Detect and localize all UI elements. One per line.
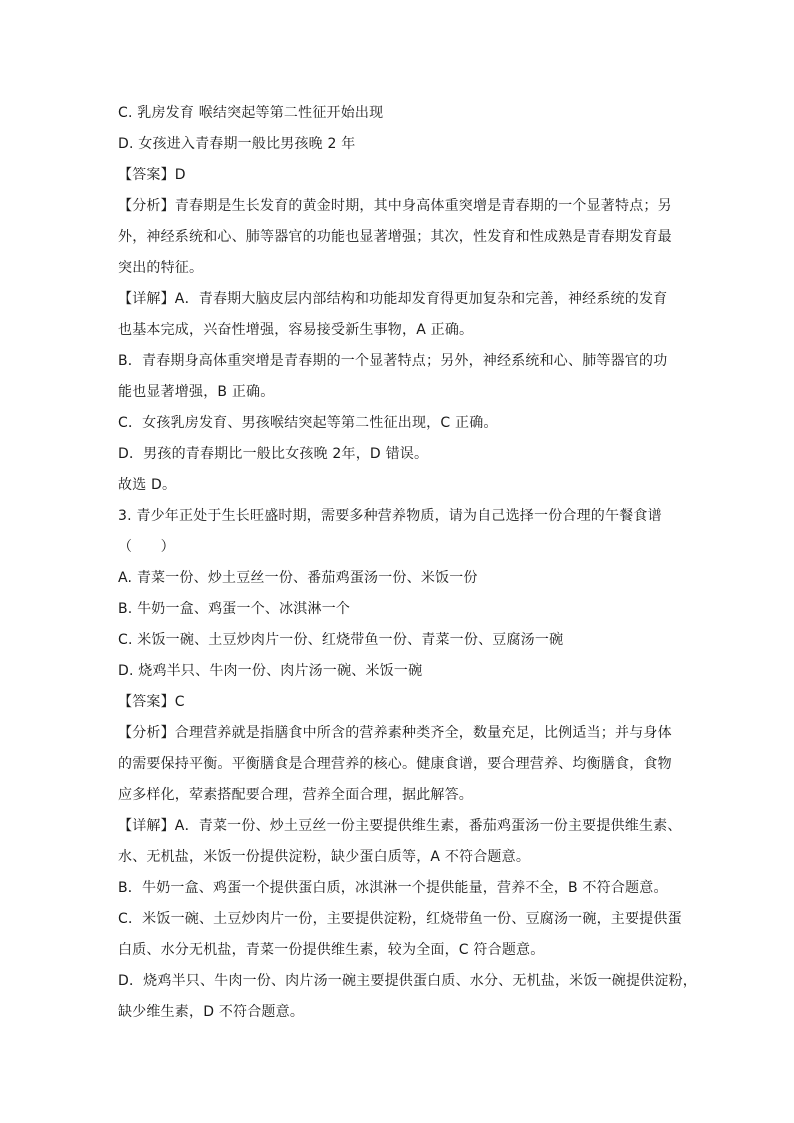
explanation-line: 【详解】A．青菜一份、炒土豆丝一份主要提供维生素，番茄鸡蛋汤一份主要提供维生素、 (118, 818, 682, 834)
conclusion-line: 故选 D。 (118, 477, 177, 493)
analysis-line: 【分析】合理营养就是指膳食中所含的营养素种类齐全，数量充足，比例适当；并与身体 (118, 725, 672, 741)
explanation-line: 水、无机盐，米饭一份提供淀粉，缺少蛋白质等，A 不符合题意。 (118, 849, 531, 865)
analysis-line: 外，神经系统和心、肺等器官的功能也显著增强；其次，性发育和性成熟是青春期发育最 (118, 229, 672, 245)
option-d-line: D. 女孩进入青春期一般比男孩晚 2 年 (118, 136, 356, 152)
analysis-line: 应多样化，荤素搭配要合理，营养全面合理，据此解答。 (118, 787, 473, 803)
option-b-line: B. 牛奶一盒、鸡蛋一个、冰淇淋一个 (118, 601, 351, 617)
option-a-line: A. 青菜一份、炒土豆丝一份、番茄鸡蛋汤一份、米饭一份 (118, 570, 478, 586)
explanation-line: 能也显著增强，B 正确。 (118, 384, 275, 400)
explanation-line: D．男孩的青春期比一般比女孩晚 2年，D 错误。 (118, 446, 429, 462)
explanation-line: B．牛奶一盒、鸡蛋一个提供蛋白质，冰淇淋一个提供能量，营养不全，B 不符合题意。 (118, 880, 668, 896)
explanation-line: 白质、水分无机盐，青菜一份提供维生素，较为全面，C 符合题意。 (118, 942, 545, 958)
option-d-line: D. 烧鸡半只、牛肉一份、肉片汤一碗、米饭一碗 (118, 663, 423, 679)
explanation-line: B．青春期身高体重突增是青春期的一个显著特点；另外，神经系统和心、肺等器官的功 (118, 353, 668, 369)
analysis-line: 的需要保持平衡。平衡膳食是合理营养的核心。健康食谱，要合理营养、均衡膳食，食物 (118, 756, 672, 772)
option-c-line: C. 米饭一碗、土豆炒肉片一份、红烧带鱼一份、青菜一份、豆腐汤一碗 (118, 632, 564, 648)
answer-line: 【答案】C (118, 694, 185, 710)
explanation-line: 【详解】A．青春期大脑皮层内部结构和功能却发育得更加复杂和完善，神经系统的发育 (118, 291, 668, 307)
explanation-line: D．烧鸡半只、牛肉一份、肉片汤一碗主要提供蛋白质、水分、无机盐，米饭一碗提供淀粉， (118, 973, 697, 989)
explanation-line: 缺少维生素，D 不符合题意。 (118, 1004, 305, 1020)
answer-line: 【答案】D (118, 167, 186, 183)
question-blank: （ ） (118, 539, 175, 555)
analysis-line: 【分析】青春期是生长发育的黄金时期，其中身高体重突增是青春期的一个显著特点；另 (118, 198, 672, 214)
option-c-line: C. 乳房发育 喉结突起等第二性征开始出现 (118, 105, 384, 121)
analysis-line: 突出的特征。 (118, 260, 204, 276)
explanation-line: C．米饭一碗、土豆炒肉片一份，主要提供淀粉，红烧带鱼一份、豆腐汤一碗，主要提供蛋 (118, 911, 682, 927)
explanation-line: C．女孩乳房发育、男孩喉结突起等第二性征出现，C 正确。 (118, 415, 498, 431)
question-line: 3. 青少年正处于生长旺盛时期，需要多种营养物质，请为自己选择一份合理的午餐食谱 (118, 508, 662, 524)
explanation-line: 也基本完成，兴奋性增强，容易接受新生事物，A 正确。 (118, 322, 474, 338)
